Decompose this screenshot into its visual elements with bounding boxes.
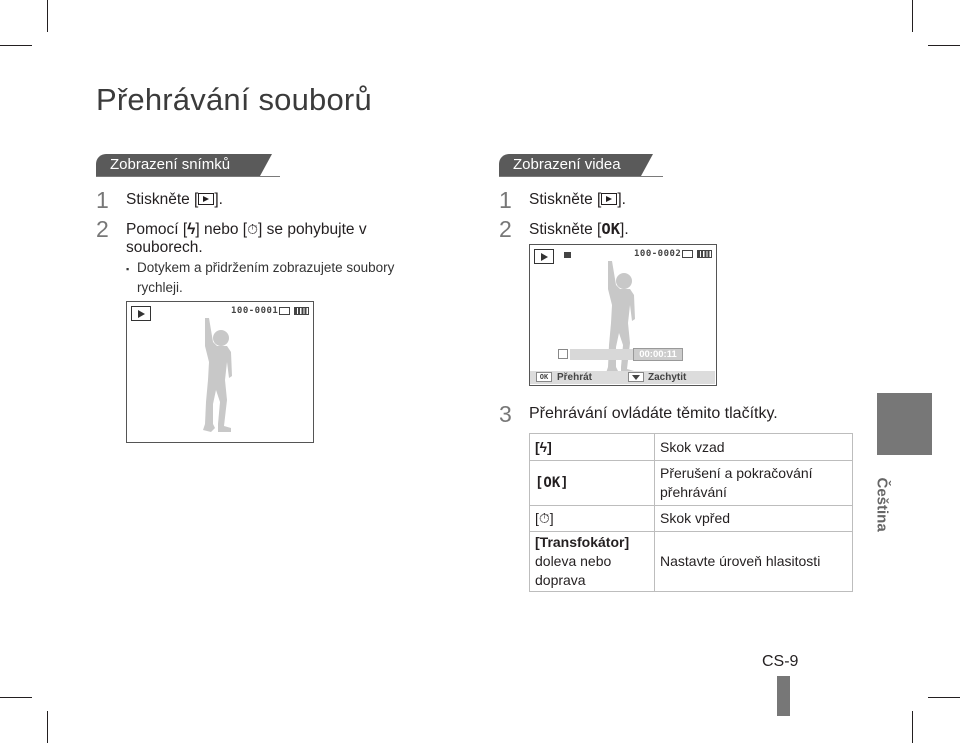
step-text [529,190,626,210]
camera-screen-video [529,244,717,386]
step-number: 3 [499,401,512,427]
progress-bar [570,349,634,360]
key-cell [530,506,655,532]
ok-hint-icon: OK [536,372,552,382]
play-icon [198,193,214,205]
crop-mark [912,0,913,32]
key-cell [530,461,655,506]
capture-hint-label: Zachytit [648,372,687,383]
play-hint-label: Přehrát [557,372,593,383]
controls-table [529,433,853,592]
step-number: 2 [96,216,109,242]
down-arrow-icon [628,372,644,382]
section-divider [96,176,280,177]
key-cell [530,532,655,592]
page-number: CS-9 [762,653,799,670]
language-tab-marker [877,393,932,455]
step-text: Přehrávání ovládáte těmito tlačítky. [529,405,778,422]
crop-mark [47,0,48,32]
step-text-part: Stiskněte [ [529,221,602,238]
table-row [530,532,853,592]
step-text [126,190,223,210]
action-cell: Skok vpřed [655,506,853,532]
action-text: Přerušení a pokračování [660,465,813,481]
page-number-marker [777,676,790,716]
step-text-continued: souborech. [126,239,203,256]
video-mode-icon [564,252,571,258]
flash-icon: ϟ [187,221,196,238]
step-text-part: ] nebo [ [195,221,248,238]
memory-card-icon [279,307,290,315]
section-divider [499,176,663,177]
language-tab-label: Čeština [873,477,891,532]
step-text-part: ]. [620,221,629,238]
flash-icon: [ϟ] [535,438,552,455]
step-number: 1 [96,187,109,213]
step-number: 1 [499,187,512,213]
action-text-continued: přehrávání [660,484,727,500]
section-heading-photos-label: Zobrazení snímků [110,156,231,173]
child-silhouette-image [191,316,251,434]
action-cell [655,461,853,506]
stop-icon [558,349,568,359]
step-text-part: ]. [214,191,223,208]
control-bar [530,371,715,384]
camera-screen-photo [126,301,314,443]
crop-mark [0,697,32,698]
ok-button-icon: OK [601,220,621,238]
play-icon [601,193,617,205]
zoom-key-text: doprava [535,572,586,588]
memory-card-icon [682,250,693,258]
crop-mark [928,45,960,46]
bullet-marker: ▪ [126,264,130,274]
step-text-part: Pomocí [ [126,221,188,238]
file-counter: 100-0002 [634,249,682,259]
step-number: 2 [499,216,512,242]
step-text [529,219,629,240]
step-text-part: Stiskněte [ [529,191,602,208]
action-cell: Nastavte úroveň hlasitosti [655,532,853,592]
step-text-part: ] se pohybujte v [258,221,367,238]
table-row [530,506,853,532]
table-row [530,434,853,461]
section-heading-photos [96,154,260,176]
zoom-key-label: [Transfokátor] [535,534,630,550]
timecode: 00:00:11 [633,348,683,361]
play-icon [131,306,151,321]
play-icon [534,249,554,264]
page-title: Přehrávání souborů [96,82,372,117]
zoom-key-text: doleva nebo [535,553,612,569]
bullet-text: Dotykem a přidržením zobrazujete soubory [137,260,395,275]
section-heading-video-label: Zobrazení videa [513,156,621,173]
step-text-part: Stiskněte [ [126,191,199,208]
crop-mark [47,711,48,743]
crop-mark [912,711,913,743]
crop-mark [928,697,960,698]
timer-icon: [⏱] [535,510,554,526]
battery-icon [697,250,712,258]
section-heading-video [499,154,641,176]
ok-button-icon: [OK] [535,475,569,491]
table-row [530,461,853,506]
bullet-text-continued: rychleji. [137,280,183,295]
crop-mark [0,45,32,46]
step-text [126,219,367,240]
step-text-part: ]. [617,191,626,208]
timer-icon: ⏱ [247,221,259,237]
battery-icon [294,307,309,315]
action-cell: Skok vzad [655,434,853,461]
key-cell [530,434,655,461]
file-counter: 100-0001 [231,306,279,316]
